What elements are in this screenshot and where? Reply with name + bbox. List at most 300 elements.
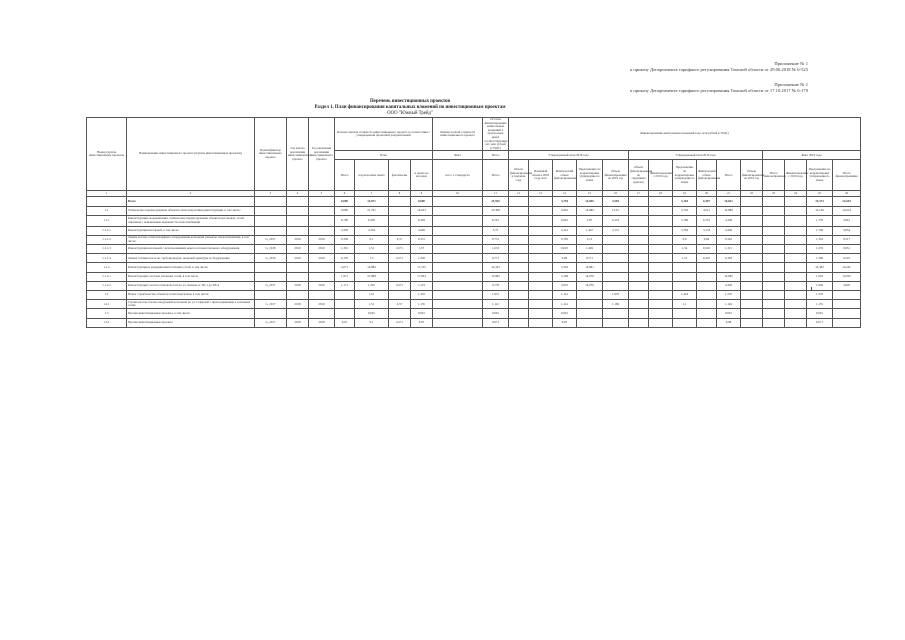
value-cell: 1,155 [807, 300, 833, 309]
row-number-cell: 1.1.2.1 [87, 272, 127, 281]
col-h-h: Итого [717, 160, 741, 191]
value-cell [577, 318, 603, 327]
value-cell [255, 215, 287, 226]
value-cell: G_2017 [255, 318, 287, 327]
table-row [87, 226, 861, 235]
value-cell: 1,936 [807, 281, 833, 290]
value-cell [649, 300, 673, 309]
value-cell [509, 318, 529, 327]
value-cell [509, 215, 529, 226]
value-cell [529, 197, 553, 206]
value-cell: 1,235 [807, 245, 833, 254]
value-cell [255, 272, 287, 281]
value-cell [509, 197, 529, 206]
value-cell [433, 206, 483, 215]
value-cell [255, 309, 287, 318]
value-cell [697, 309, 717, 318]
value-cell: G_2017 [255, 300, 287, 309]
project-name-cell: Новое строительство объектов теплоэнергетики, в том числе: [127, 291, 255, 300]
value-cell: 0,497 [697, 197, 717, 206]
col-h-c: Фактический объем финансирования [553, 160, 577, 191]
value-cell [717, 263, 741, 272]
value-cell [509, 300, 529, 309]
value-cell [741, 235, 763, 244]
value-cell [629, 215, 649, 226]
value-cell: 0,393 [717, 254, 741, 263]
title-line-1: Перечень инвестиционных проектов [369, 99, 451, 104]
project-name-cell: Реконструкция котельной с использованием нового вспомогательного оборудования [127, 245, 255, 254]
value-cell [697, 263, 717, 272]
value-cell: 14,076 [577, 272, 603, 281]
column-number-cell: 19 [673, 191, 697, 197]
value-cell: 5,766 [673, 215, 697, 226]
value-cell: 1,315 [717, 245, 741, 254]
col-full-cost: Полная сметная стоимость инвестиционного проекта в соответствии с утвержденной проектной документацией [335, 118, 433, 151]
value-cell [741, 291, 763, 300]
value-cell [649, 309, 673, 318]
value-cell: 1,201 [355, 281, 389, 290]
value-cell [833, 300, 861, 309]
col-financing: Финансирование капитальных вложений года, млн рублей (с НДС) [509, 118, 861, 151]
value-cell: 1,51 [355, 245, 389, 254]
col-sub-total: Итого [483, 151, 509, 160]
value-cell: 14,025 [833, 272, 861, 281]
value-cell: 0,517 [833, 235, 861, 244]
value-cell [649, 197, 673, 206]
value-cell [741, 272, 763, 281]
value-cell: 14,889 [717, 206, 741, 215]
value-cell [763, 254, 785, 263]
value-cell: 14,614 [833, 206, 861, 215]
value-cell: 1,449 [577, 245, 603, 254]
value-cell: 21,868 [355, 272, 389, 281]
col-project-id: Идентификатор инвестиционного проекта [255, 118, 287, 191]
value-cell [649, 215, 673, 226]
col-h-d3: Предложение по корректировке утвержденного плана [807, 160, 833, 191]
value-cell [697, 272, 717, 281]
row-number-cell: 1.1.1.2 [87, 235, 127, 244]
table-row [87, 300, 861, 309]
appendix-line-4: к приказу Департамента тарифного регулирования Томской области от 17.10.2017 № 6-170 [630, 87, 808, 93]
value-cell: 0,342 [717, 235, 741, 244]
value-cell [673, 318, 697, 327]
value-cell [741, 263, 763, 272]
value-cell [529, 235, 553, 244]
value-cell: 1,971 [335, 272, 355, 281]
value-cell [603, 235, 629, 244]
value-cell: 0,179 [335, 254, 355, 263]
value-cell: 2019 [287, 235, 309, 244]
col-h-b: Плановый объем в 2018 году, млн [529, 160, 553, 191]
value-cell [335, 309, 355, 318]
value-cell: 3,151 [603, 226, 629, 235]
appendix-line-3: Приложение № 1 [774, 82, 808, 88]
value-cell [763, 318, 785, 327]
value-cell [433, 281, 483, 290]
value-cell: 0,05 [411, 318, 433, 327]
value-cell [763, 281, 785, 290]
row-number-cell: 1.2.1 [87, 300, 127, 309]
col-h-i: Итого финансирование [763, 160, 785, 191]
value-cell: 0,025 [553, 245, 577, 254]
value-cell: 4,354 [355, 226, 389, 235]
value-cell [629, 254, 649, 263]
value-cell [255, 197, 287, 206]
column-number-cell: 20 [697, 191, 717, 197]
value-cell [509, 291, 529, 300]
value-cell [287, 226, 309, 235]
value-cell [603, 281, 629, 290]
col-h-g2: Финансирование с 2019 года [785, 160, 807, 191]
column-number-cell: 7 [355, 191, 389, 197]
value-cell: 0,951 [833, 245, 861, 254]
table-row [87, 206, 861, 215]
value-cell [255, 226, 287, 235]
value-cell: 0,525 [833, 254, 861, 263]
value-cell: 0,091 [411, 309, 433, 318]
col-h-d2: Предложение по корректировке утвержденного плана [673, 160, 697, 191]
column-number-cell: 13 [529, 191, 553, 197]
value-cell [833, 309, 861, 318]
row-number-cell: 1.1.2 [87, 263, 127, 272]
title-line-3: ООО "Южный Трейд" [387, 110, 433, 116]
table-row [87, 245, 861, 254]
value-cell [649, 206, 673, 215]
value-cell: 0,000 [411, 197, 433, 206]
value-cell: 4,571 [389, 318, 411, 327]
value-cell: 3,104 [673, 197, 697, 206]
column-number-cell: 26 [833, 191, 861, 197]
value-cell [629, 263, 649, 272]
value-cell: 1,918 [807, 272, 833, 281]
col-group-plan: План [335, 151, 433, 160]
value-cell [287, 291, 309, 300]
appendix-line-1: Приложение № 1 [774, 61, 808, 66]
col-sub-standards: все о ч стандартах [433, 160, 483, 191]
value-cell: 21,791 [355, 206, 389, 215]
value-cell [389, 309, 411, 318]
value-cell [529, 300, 553, 309]
value-cell [287, 263, 309, 272]
value-cell [649, 281, 673, 290]
value-cell [529, 206, 553, 215]
column-number-cell: 24 [785, 191, 807, 197]
value-cell: 1,1 [673, 300, 697, 309]
value-cell: 1,51 [355, 300, 389, 309]
value-cell: 16,661 [717, 197, 741, 206]
value-cell: 4,571 [389, 281, 411, 290]
value-cell [287, 272, 309, 281]
value-cell [255, 206, 287, 215]
value-cell: 2,071 [335, 263, 355, 272]
value-cell: 3,961 [833, 215, 861, 226]
row-number-cell: 1.1 [87, 206, 127, 215]
value-cell: 14,685 [717, 272, 741, 281]
col-sub-forecast: в прогнозных ценах [355, 160, 389, 191]
value-cell [649, 291, 673, 300]
column-number-cell: 18 [649, 191, 673, 197]
value-cell: 0,545 [697, 245, 717, 254]
value-cell: 0,09 [553, 254, 577, 263]
value-cell: 1,709 [807, 226, 833, 235]
col-year2-plan: Утвержденный план 2019 года [629, 151, 763, 160]
value-cell: 2019 [287, 245, 309, 254]
value-cell: 1,255 [411, 291, 433, 300]
projects-table-body [87, 191, 861, 327]
table-row [87, 291, 861, 300]
value-cell [309, 263, 335, 272]
value-cell [649, 254, 673, 263]
value-cell [833, 291, 861, 300]
value-cell [335, 300, 355, 309]
column-number-cell: 12 [509, 191, 529, 197]
value-cell: 3,87 [577, 215, 603, 226]
value-cell [763, 235, 785, 244]
value-cell: 14,343 [483, 263, 509, 272]
value-cell: 1,141 [553, 300, 577, 309]
value-cell: 2019 [309, 235, 335, 244]
value-cell: 17,135 [411, 263, 433, 272]
value-cell: 4,359 [335, 226, 355, 235]
value-cell: 2018 [309, 318, 335, 327]
table-row [87, 281, 861, 290]
value-cell [697, 300, 717, 309]
value-cell: 13,982 [483, 272, 509, 281]
value-cell [741, 300, 763, 309]
value-cell: 1,444 [673, 291, 697, 300]
value-cell [509, 309, 529, 318]
value-cell [763, 206, 785, 215]
value-cell: 3,75 [483, 226, 509, 235]
value-cell: 0,751 [483, 235, 509, 244]
value-cell: 0,1 [355, 318, 389, 327]
table-row [87, 272, 861, 281]
row-number-cell [87, 197, 127, 206]
value-cell [785, 226, 807, 235]
value-cell [309, 291, 335, 300]
value-cell: 14,261 [833, 263, 861, 272]
project-name-cell: Реконструкция участков тепловых сетей, в том числе [127, 272, 255, 281]
value-cell: 22,654 [833, 197, 861, 206]
value-cell: 4,565 [603, 197, 629, 206]
project-name-cell: Реконструкция и модернизация тепловых сетей, в том числе: [127, 263, 255, 272]
value-cell: 2019 [287, 254, 309, 263]
value-cell [433, 291, 483, 300]
value-cell [433, 197, 483, 206]
value-cell [577, 291, 603, 300]
page-edge-mark [811, 287, 812, 290]
value-cell: 6,991 [553, 215, 577, 226]
row-number-cell: 1.1.1.3 [87, 245, 127, 254]
value-cell [389, 206, 411, 215]
col-sub-fact-total: Итого [483, 160, 509, 191]
col-remaining: Остаток финансирования капитальных вложений в прогнозных ценах соответствующих лет, млн рублей (с НДС) [484, 117, 508, 150]
value-cell: 1,447 [577, 226, 603, 235]
value-cell: 4,436 [717, 226, 741, 235]
col-h-g: Финансирование с 2019 года [649, 160, 673, 191]
value-cell [785, 300, 807, 309]
value-cell: 4,571 [389, 254, 411, 263]
value-cell [629, 206, 649, 215]
value-cell [649, 263, 673, 272]
value-cell: 14,689 [577, 206, 603, 215]
value-cell [763, 272, 785, 281]
value-cell: 3,109 [553, 272, 577, 281]
value-cell [697, 281, 717, 290]
column-number-cell: 2 [127, 191, 255, 197]
project-name-cell: Реконструкция, модернизация, техническое перевооружение объектов котельных, сетей связанная с повышением надёжности теплоснабжения [127, 215, 255, 226]
value-cell [509, 281, 529, 290]
value-cell: 1,169 [603, 300, 629, 309]
table-row-total [87, 197, 861, 206]
value-cell [629, 272, 649, 281]
value-cell [785, 272, 807, 281]
value-cell [741, 226, 763, 235]
value-cell [763, 291, 785, 300]
value-cell: 0,331 [411, 235, 433, 244]
value-cell: 3,744 [673, 206, 697, 215]
value-cell: 14,382 [807, 263, 833, 272]
value-cell: 1,306 [807, 254, 833, 263]
value-cell [785, 197, 807, 206]
value-cell [629, 291, 649, 300]
col-h-a: Объем финансирования в текущем году [509, 160, 529, 191]
value-cell: 1,91 [355, 291, 389, 300]
value-cell: 6,329 [411, 215, 433, 226]
value-cell [287, 206, 309, 215]
value-cell: G_2017 [255, 281, 287, 290]
value-cell [673, 263, 697, 272]
value-cell: 0,071 [807, 318, 833, 327]
value-cell [287, 197, 309, 206]
value-cell [509, 254, 529, 263]
value-cell [673, 309, 697, 318]
value-cell [785, 245, 807, 254]
value-cell [763, 197, 785, 206]
value-cell: 2019 [309, 254, 335, 263]
value-cell [785, 263, 807, 272]
document-title [260, 99, 560, 116]
appendix-note [630, 61, 808, 93]
value-cell: 1,301 [335, 245, 355, 254]
value-cell [509, 263, 529, 272]
project-name-cell: Прочие инвестиционные проекты, в том числе: [127, 309, 255, 318]
value-cell [577, 309, 603, 318]
projects-table-wrap [86, 117, 858, 328]
value-cell: 4,141 [553, 226, 577, 235]
project-name-cell: Замена котлов, теплоотводящего оборудования котельной (объекты теплоснабжения), в том числе: [127, 235, 255, 244]
value-cell: 1,979 [603, 291, 629, 300]
value-cell: 1,555 [717, 291, 741, 300]
table-row [87, 254, 861, 263]
value-cell [629, 235, 649, 244]
value-cell [509, 226, 529, 235]
value-cell: G_2017 [255, 235, 287, 244]
value-cell: 14,861 [577, 263, 603, 272]
col-h-j: Итого финансирования [833, 160, 861, 191]
value-cell [741, 318, 763, 327]
value-cell [741, 245, 763, 254]
value-cell [833, 318, 861, 327]
column-number-cell: 25 [807, 191, 833, 197]
value-cell: 0,711 [577, 254, 603, 263]
value-cell: 1,931 [483, 291, 509, 300]
value-cell [741, 197, 763, 206]
value-cell: 3,794 [553, 197, 577, 206]
value-cell: 0,091 [553, 309, 577, 318]
col-h-e2: Объем финансирования на 2019 год [741, 160, 763, 191]
value-cell [389, 272, 411, 281]
value-cell: 4,57 [389, 235, 411, 244]
value-cell [629, 300, 649, 309]
value-cell [389, 291, 411, 300]
value-cell [529, 291, 553, 300]
column-number-cell: 6 [335, 191, 355, 197]
column-number-cell: 5 [309, 191, 335, 197]
value-cell [785, 291, 807, 300]
value-cell [433, 318, 483, 327]
value-cell [649, 318, 673, 327]
table-row [87, 318, 861, 327]
value-cell [433, 245, 483, 254]
project-name-cell: Техническое перевооружение объектов теплоэнергетики реконструкция, в том числе: [127, 206, 255, 215]
value-cell: 6,701 [697, 215, 717, 226]
value-cell [577, 300, 603, 309]
value-cell: 1,31 [673, 254, 697, 263]
value-cell [389, 215, 411, 226]
col-group-num: Номер группы инвестиционных проектов [87, 118, 127, 191]
value-cell: 0,08 [717, 318, 741, 327]
value-cell: 0,771 [483, 254, 509, 263]
value-cell: 3,764 [673, 226, 697, 235]
value-cell: 2,13 [577, 235, 603, 244]
value-cell [629, 226, 649, 235]
row-number-cell: 1.1.1.4 [87, 254, 127, 263]
value-cell: 0,091 [355, 309, 389, 318]
value-cell [603, 263, 629, 272]
value-cell [529, 281, 553, 290]
value-cell [509, 235, 529, 244]
value-cell [389, 226, 411, 235]
project-name-cell: Замена сетевых насосов, трубопроводов, запорной арматуры и оборудования [127, 254, 255, 263]
value-cell [433, 226, 483, 235]
value-cell [785, 281, 807, 290]
value-cell [741, 281, 763, 290]
column-number-cell: 3 [255, 191, 287, 197]
value-cell [433, 309, 483, 318]
value-cell: 0,01 [335, 318, 355, 327]
value-cell [763, 226, 785, 235]
value-cell [287, 215, 309, 226]
value-cell [309, 272, 335, 281]
value-cell [649, 272, 673, 281]
value-cell: 2019 [309, 300, 335, 309]
value-cell [433, 272, 483, 281]
column-number-cell: 4 [287, 191, 309, 197]
value-cell: 14,884 [355, 263, 389, 272]
column-number-cell: 21 [717, 191, 741, 197]
value-cell [785, 254, 807, 263]
value-cell [603, 318, 629, 327]
value-cell [255, 263, 287, 272]
value-cell [785, 215, 807, 226]
value-cell [287, 309, 309, 318]
value-cell: 0,343 [697, 254, 717, 263]
value-cell [309, 206, 335, 215]
value-cell [603, 272, 629, 281]
value-cell: 2018 [287, 281, 309, 290]
column-number-cell: 8 [389, 191, 411, 197]
